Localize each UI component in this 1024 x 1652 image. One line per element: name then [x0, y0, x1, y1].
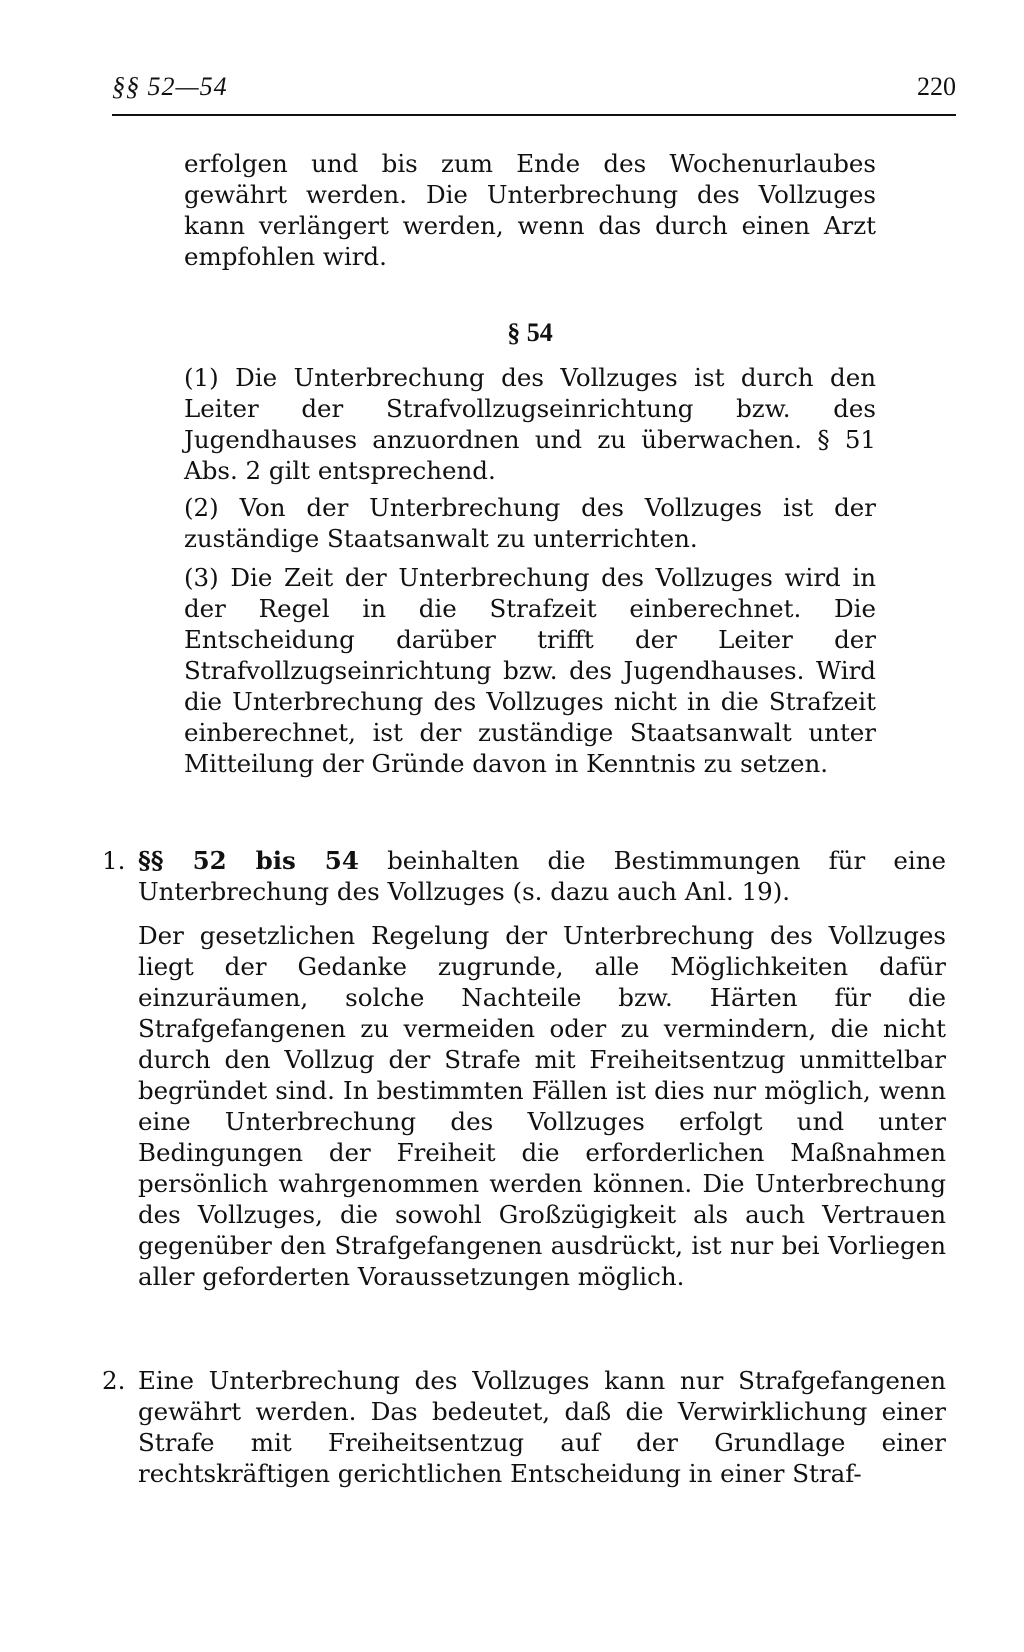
page-number: 220: [917, 72, 956, 101]
page-header: [112, 64, 956, 118]
item-number-1: 1.: [102, 846, 126, 875]
law-paragraph-2: (2) Von der Unterbrechung des Vollzuges ist der zuständige Staatsanwalt zu unterrichten.: [184, 493, 876, 553]
law-paragraph-1: (1) Die Unterbrechung des Vollzuges ist durch den Leiter der Strafvollzugseinrichtung bzw. des Jugendhauses anzuordnen und zu überwachen. § 51 Abs. 2 gilt entsprechend.: [184, 363, 876, 485]
header-rule: [112, 114, 956, 116]
law-continuation: erfolgen und bis zum Ende des Wochenurlaubes gewährt werden. Die Unterbrechung des Vollzuges kann verlängert werden, wenn das durch einen Arzt empfohlen wird.: [184, 149, 876, 271]
commentary-item-2: Eine Unterbrechung des Vollzuges kann nur Strafgefangenen gewährt werden. Das bedeutet, daß die Verwirklichung einer Strafe mit Freiheitsentzug auf der Grundlage einer rechtskräftigen gerichtlichen Entscheidung in einer Straf-: [138, 1366, 946, 1488]
running-head: §§ 52—54: [112, 72, 228, 101]
commentary-item-1-followup: Der gesetzlichen Regelung der Unterbrechung des Vollzuges liegt der Gedanke zugrunde, alle Möglichkeiten dafür einzuräumen, solche Nachteile bzw. Härten für die Strafgefangenen zu vermeiden oder zu vermindern, die nicht durch den Vollzug der Strafe mit Freiheitsentzug unmittelbar begründet sind. In bestimmten Fällen ist dies nur möglich, wenn eine Unterbrechung des Vollzuges erfolgt und unter Bedingungen der Freiheit die erforderlichen Maßnahmen persönlich wahrgenommen werden können. Die Unterbrechung des Vollzuges, die sowohl Großzügigkeit als auch Vertrauen gegenüber den Strafgefangenen ausdrückt, ist nur bei Vorliegen aller geforderten Voraussetzungen möglich.: [138, 921, 946, 1291]
commentary-item-1: [138, 845, 946, 907]
law-paragraph-3: (3) Die Zeit der Unterbrechung des Vollzuges wird in der Regel in die Strafzeit einberechnet. Die Entscheidung darüber trifft der Leiter der Strafvollzugseinrichtung bzw. des Jugendhauses. Wird die Unterbrechung des Vollzuges nicht in die Strafzeit einberechnet, ist der zuständige Staatsanwalt unter Mitteilung der Gründe davon in Kenntnis zu setzen.: [184, 563, 876, 778]
item-1-text: beinhalten die Bestimmungen für eine Unterbrechung des Vollzuges (s. dazu auch Anl. 19).: [138, 846, 946, 906]
section-heading: § 54: [507, 318, 553, 347]
item-1-bold-reference: §§ 52 bis 54: [138, 846, 359, 875]
item-number-2: 2.: [102, 1366, 126, 1395]
